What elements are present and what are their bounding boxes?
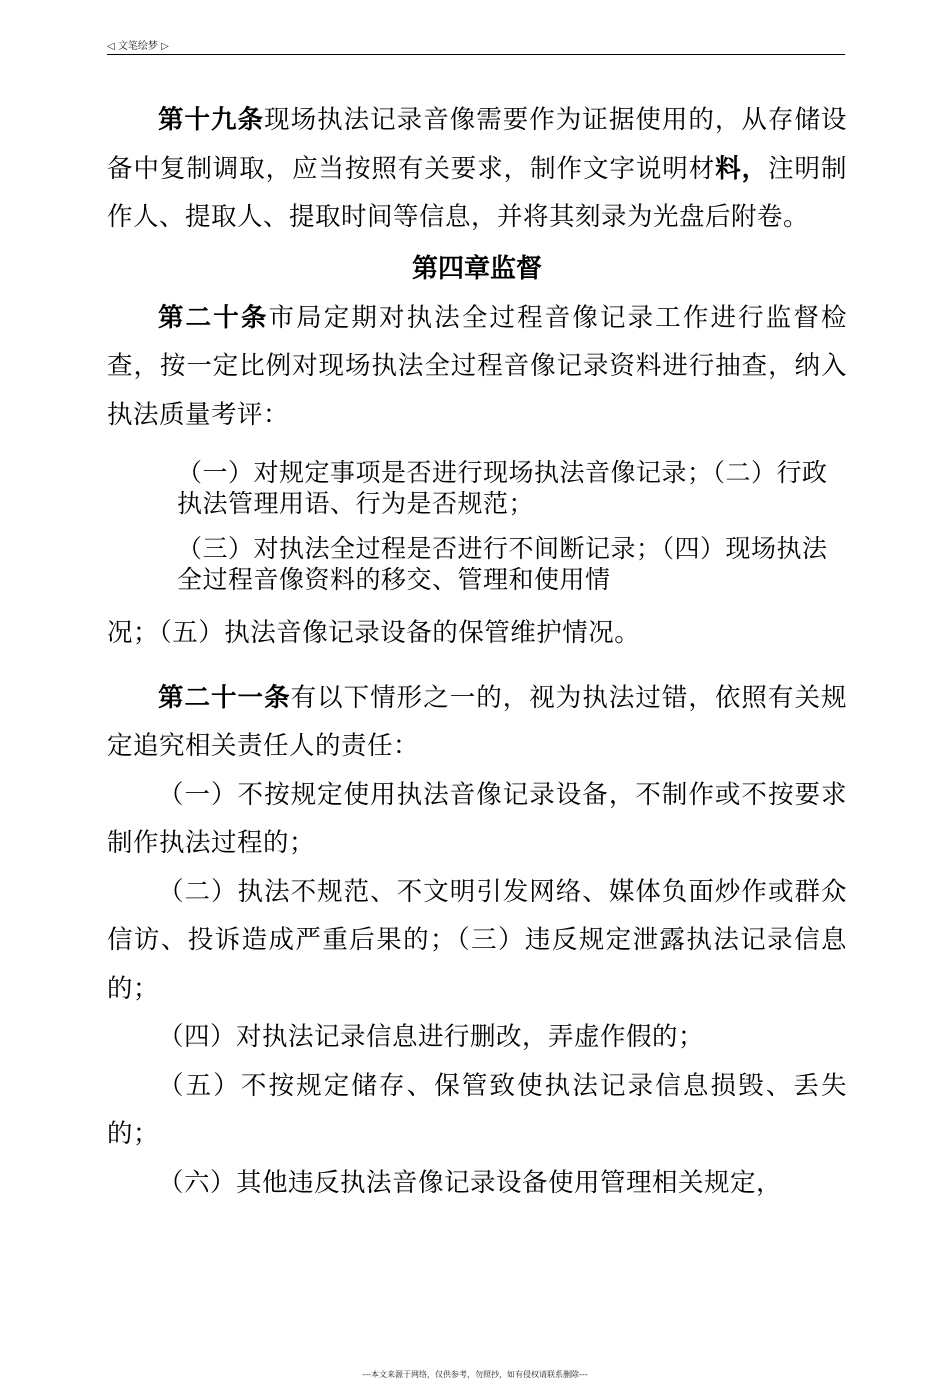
article-21-label: 第二十一条 — [158, 682, 291, 713]
header-divider — [107, 54, 845, 55]
article-21-item: （一）不按规定使用执法音像记录设备，不制作或不按要求制作执法过程的； — [107, 779, 847, 858]
article-21-item: （二）执法不规范、不文明引发网络、媒体负面炒作或群众信访、投诉造成严重后果的；（三）违反规定泄露执法记录信息的； — [107, 876, 847, 1004]
right-triangle-icon: ▷ — [161, 41, 169, 52]
article-20-item: （一）对规定事项是否进行现场执法音像记录；（二）行政执法管理用语、行为是否规范； — [177, 458, 828, 518]
article-20-label: 第二十条 — [158, 302, 269, 333]
article-19-text-bold: 料， — [715, 153, 769, 184]
article-21-text: 有以下情形之一的，视为执法过错，依照有关规定追究相关责任人的责任： — [107, 682, 847, 761]
article-21-item: （六）其他违反执法音像记录设备使用管理相关规定， — [158, 1167, 783, 1198]
left-triangle-icon: ◁ — [107, 41, 115, 52]
article-21-item: （四）对执法记录信息进行删改，弄虚作假的； — [158, 1022, 705, 1052]
chapter-4-heading: 第四章监督 — [411, 253, 542, 284]
article-19-text-a: 现场执法记录音像需要作为证据使用的，从存储设备中复制调取，应当按照有关要求，制作文字说明材 — [107, 105, 847, 184]
article-20-items — [177, 457, 843, 595]
article-20-item: （三）对执法全过程是否进行不间断记录；（四）现场执法全过程音像资料的移交、管理和使用情 — [177, 534, 828, 594]
document-body — [107, 96, 847, 1207]
article-20 — [107, 294, 847, 440]
article-20-continuation: 况；（五）执法音像记录设备的保管维护情况。 — [107, 618, 641, 648]
page-footer: ---本文来源于网络，仅供参考，勿照抄，如有侵权请联系删除--- — [362, 1370, 588, 1379]
article-21 — [107, 674, 847, 771]
article-19 — [107, 96, 847, 242]
header-title: 文笔绘梦 — [117, 41, 158, 52]
article-19-label: 第十九条 — [158, 105, 265, 135]
article-20-text: 市局定期对执法全过程音像记录工作进行监督检查，按一定比例对现场执法全过程音像记录资料进行抽查，纳入执法质量考评： — [107, 302, 847, 430]
article-21-item: （五）不按规定储存、保管致使执法记录信息损毁、丢失的； — [107, 1070, 847, 1149]
article-19-text-b: 注明制作人、提取人、提取时间等信息，并将其刻录为光盘后附卷。 — [107, 153, 847, 232]
